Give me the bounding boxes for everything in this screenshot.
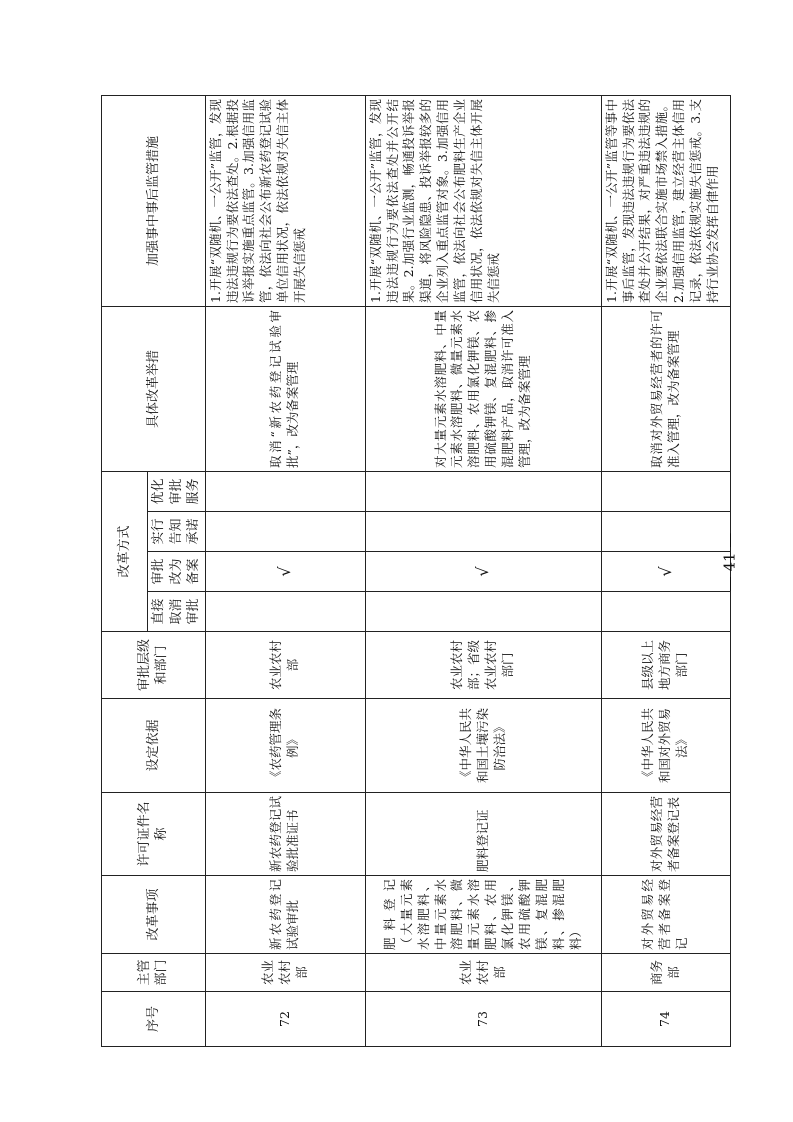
cell-item: 对外贸易经营者备案登记 [601, 876, 730, 954]
cell-license: 肥料登记证 [365, 793, 601, 876]
cell-method-filing: √ [601, 552, 730, 592]
cell-license: 新农药登记试验批准证书 [205, 793, 365, 876]
header-measures: 具体改革举措 [102, 306, 206, 471]
header-basis: 设定依据 [102, 699, 206, 793]
cell-method-optimize [365, 471, 601, 511]
page-number: — 41 — [720, 532, 739, 592]
cell-method-notify [601, 512, 730, 552]
cell-supervision: 1.开展“双随机、一公开”监管，发现违法违规行为要依法查处并公开结果。2.加强行业监测，畅通投诉举报渠道，将风险隐患、投诉举报较多的企业列入重点监管对象。3.加强信用监管，依法向社会公布肥料生产企业信用状况，依法依规对失信主体开展失信惩戒 [365, 95, 601, 306]
cell-method-cancel [205, 592, 365, 632]
cell-basis: 《中华人民共和国土壤污染防治法》 [365, 699, 601, 793]
rotated-table-container [101, 96, 727, 1047]
cell-measures: 对大量元素水溶肥料、中量元素水溶肥料、微量元素水溶肥料、农用氯化钾镁、农用硫酸钾镁、复混肥料、掺混肥料产品，取消许可准入管理，改为备案管理 [365, 306, 601, 471]
header-method-filing: 审批改为备案 [148, 552, 206, 592]
cell-supervision: 1.开展“双随机、一公开”监管等事中事后监管，发现违法违规行为要依法查处并公开结果，对严重违法违规的企业要依法联合实施市场禁入措施。2.加强信用监管，建立经营主体信用记录，依法依规实施失信惩戒。3.支持行业协会发挥自律作用 [601, 95, 730, 306]
cell-method-notify [205, 512, 365, 552]
cell-supervision: 1.开展“双随机、一公开”监管，发现违法违规行为要依法查处。2.根据投诉举报实施重点监管。3.加强信用监管，依法向社会公布新农药登记试验单位信用状况，依法依规对失信主体开展失信惩戒 [205, 95, 365, 306]
table-row [365, 95, 601, 1046]
cell-seq: 74 [601, 992, 730, 1047]
cell-basis: 《农药管理条例》 [205, 699, 365, 793]
header-seq: 序号 [102, 992, 206, 1047]
header-license: 许可证件名称 [102, 793, 206, 876]
cell-method-cancel [365, 592, 601, 632]
header-supervision: 加强事中事后监管措施 [102, 95, 206, 306]
cell-level: 农业农村部 [205, 632, 365, 699]
cell-measures: 取消对外贸易经营者的许可准入管理，改为备案管理 [601, 306, 730, 471]
cell-level: 农业农村部；省级农业农村部门 [365, 632, 601, 699]
cell-item: 肥料登记（大量元素水溶肥料、中量元素水溶肥料、微量元素水溶肥料、农用氯化钾镁、农用硫酸钾镁、复混肥料、掺混肥料） [365, 876, 601, 954]
cell-measures: 取消“新农药登记试验审批”，改为备案管理 [205, 306, 365, 471]
header-item: 改革事项 [102, 876, 206, 954]
cell-method-optimize [205, 471, 365, 511]
header-method-optimize: 优化审批服务 [148, 471, 206, 511]
cell-dept: 农业农村部 [205, 954, 365, 992]
table-row [601, 95, 730, 1046]
cell-method-filing: √ [365, 552, 601, 592]
header-level: 审批层级和部门 [102, 632, 206, 699]
cell-basis: 《中华人民共和国对外贸易法》 [601, 699, 730, 793]
table-row [205, 95, 365, 1046]
header-method: 改革方式 [102, 471, 148, 631]
cell-dept: 商务部 [601, 954, 730, 992]
cell-level: 县级以上地方商务部门 [601, 632, 730, 699]
header-method-notify: 实行告知承诺 [148, 512, 206, 552]
cell-method-cancel [601, 592, 730, 632]
reform-table [101, 95, 731, 1047]
cell-dept: 农业农村部 [365, 954, 601, 992]
cell-method-optimize [601, 471, 730, 511]
cell-method-notify [365, 512, 601, 552]
cell-seq: 72 [205, 992, 365, 1047]
cell-method-filing: √ [205, 552, 365, 592]
header-method-cancel: 直接取消审批 [148, 592, 206, 632]
cell-license: 对外贸易经营者备案登记表 [601, 793, 730, 876]
cell-seq: 73 [365, 992, 601, 1047]
header-dept: 主管部门 [102, 954, 206, 992]
cell-item: 新农药登记试验审批 [205, 876, 365, 954]
header-row-1 [102, 95, 148, 1046]
